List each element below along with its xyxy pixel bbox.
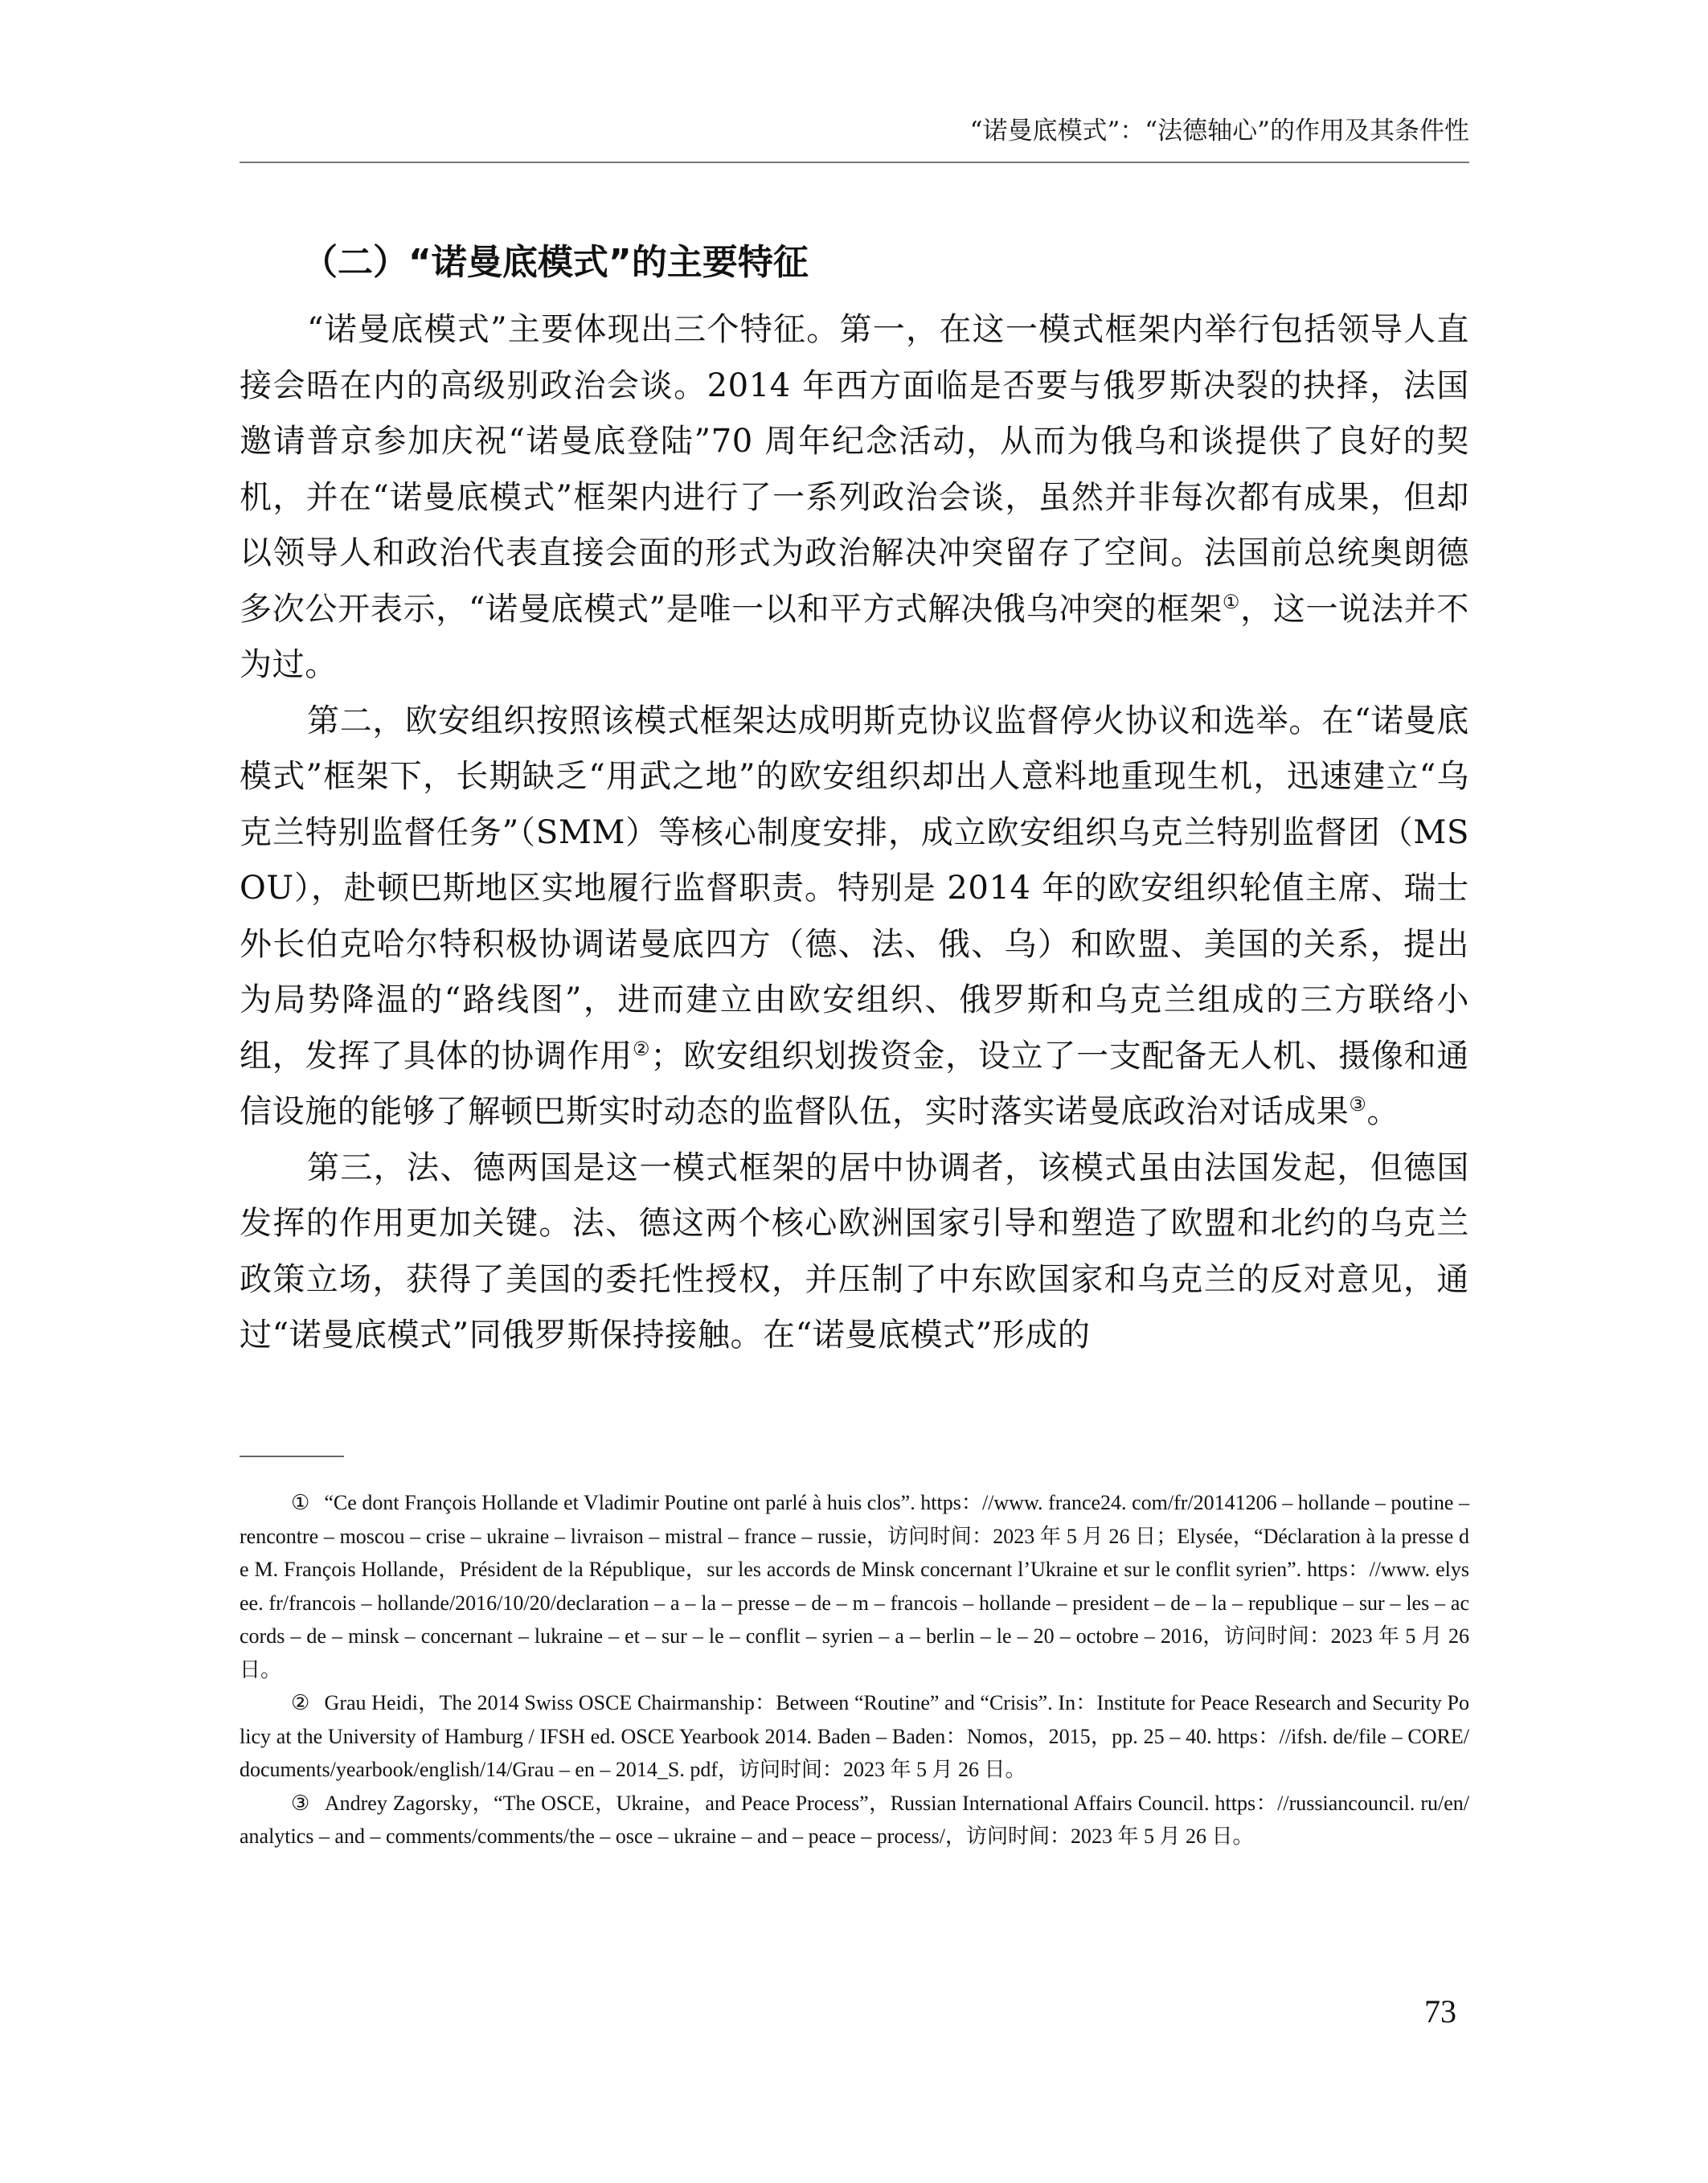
- paragraph-text: 第三，法、德两国是这一模式框架的居中协调者，该模式虽由法国发起，但德国发挥的作用更加关键。法、德这两个核心欧洲国家引导和塑造了欧盟和北约的乌克兰政策立场，获得了美国的委托性授权，并压制了中东欧国家和乌克兰的反对意见，通过“诺曼底模式”同俄罗斯保持接触。在“诺曼底模式”形成的: [240, 1149, 1469, 1354]
- paragraph-text: “诺曼底模式”主要体现出三个特征。第一，在这一模式框架内举行包括领导人直接会晤在内的高级别政治会谈。2014 年西方面临是否要与俄罗斯决裂的抉择，法国邀请普京参加庆祝“诺曼底登陆”70 周年纪念活动，从而为俄乌和谈提供了良好的契机，并在“诺曼底模式”框架内进行了一系列政治会谈，虽然并非每次都有成果，但却以领导人和政治代表直接会面的形式为政治解决冲突留存了空间。法国前总统奥朗德多次公开表示，“诺曼底模式”是唯一以和平方式解决俄乌冲突的框架: [240, 311, 1469, 628]
- footnotes: [240, 1486, 1469, 1853]
- section-heading: （二）“诺曼底模式”的主要特征: [302, 242, 809, 283]
- footnote-separator: [240, 1456, 344, 1457]
- header-rule: [240, 162, 1469, 163]
- footnote-ref-2[interactable]: ②: [633, 1037, 651, 1060]
- footnote-ref-3[interactable]: ③: [1349, 1093, 1367, 1116]
- footnote: [240, 1686, 1469, 1787]
- page-number: 73: [1424, 1993, 1456, 2029]
- paragraph: [240, 694, 1469, 1141]
- footnote: [240, 1486, 1469, 1686]
- footnote-text: Grau Heidi，The 2014 Swiss OSCE Chairmanship：Between “Routine” and “Crisis”. In：Institute for Peace Research and Security Policy at the University of Hamburg / IFSH ed. OSCE Yearbook 2014. Baden – Baden：Nomos，2015，pp. 25 – 40. https：//ifsh. de/file – CORE/documents/yearbook/english/14/Grau – en – 2014_S. pdf，访问时间：2023 年 5 月 26 日。: [240, 1691, 1469, 1781]
- footnote-marker: ①: [291, 1491, 310, 1514]
- footnote-text: “Ce dont François Hollande et Vladimir Poutine ont parlé à huis clos”. https：//www. france24. com/fr/20141206 – hollande – poutine – rencontre – moscou – crise – ukraine – livraison – mistral – france – russie，访问时间：2023 年 5 月 26 日；Elysée，“Déclaration à la presse de M. François Hollande，Président de la République，sur les accords de Minsk concernant l’Ukraine et sur le conflit syrien”. https：//www. elysee. fr/francois – hollande/2016/10/20/declaration – a – la – presse – de – m – francois – hollande – president – de – la – republique – sur – les – accords – de – minsk – concernant – lukraine – et – sur – le – conflit – syrien – a – berlin – le – 20 – octobre – 2016，访问时间：2023 年 5 月 26 日。: [240, 1491, 1469, 1681]
- body-text: [240, 302, 1469, 1364]
- paragraph-text: ；欧安组织划拨资金，设立了一支配备无人机、摄像和通信设施的能够了解顿巴斯实时动态的监督队伍，实时落实诺曼底政治对话成果: [240, 1037, 1470, 1130]
- paragraph: [240, 1141, 1469, 1364]
- paragraph: [240, 302, 1469, 694]
- footnote-marker: ②: [291, 1691, 310, 1714]
- footnote-text: Andrey Zagorsky，“The OSCE，Ukraine，and Peace Process”，Russian International Affairs Council. https：//russiancouncil. ru/en/analytics – and – comments/comments/the – osce – ukraine – and – peace – process/，访问时间：2023 年 5 月 26 日。: [240, 1791, 1469, 1848]
- paragraph-text: 。: [1366, 1093, 1400, 1130]
- footnote: [240, 1787, 1469, 1853]
- running-head: “诺曼底模式”：“法德轴心”的作用及其条件性: [969, 117, 1469, 145]
- footnote-ref-1[interactable]: ①: [1222, 590, 1241, 613]
- paragraph-text: 第二，欧安组织按照该模式框架达成明斯克协议监督停火协议和选举。在“诺曼底模式”框架下，长期缺乏“用武之地”的欧安组织却出人意料地重现生机，迅速建立“乌克兰特别监督任务”（SMM）等核心制度安排，成立欧安组织乌克兰特别监督团（MSOU），赴顿巴斯地区实地履行监督职责。特别是 2014 年的欧安组织轮值主席、瑞士外长伯克哈尔特积极协调诺曼底四方（德、法、俄、乌）和欧盟、美国的关系，提出为局势降温的“路线图”，进而建立由欧安组织、俄罗斯和乌克兰组成的三方联络小组，发挥了具体的协调作用: [240, 702, 1469, 1075]
- paragraph-text: ，这一说法并不为过。: [240, 590, 1469, 683]
- footnote-marker: ③: [291, 1791, 310, 1815]
